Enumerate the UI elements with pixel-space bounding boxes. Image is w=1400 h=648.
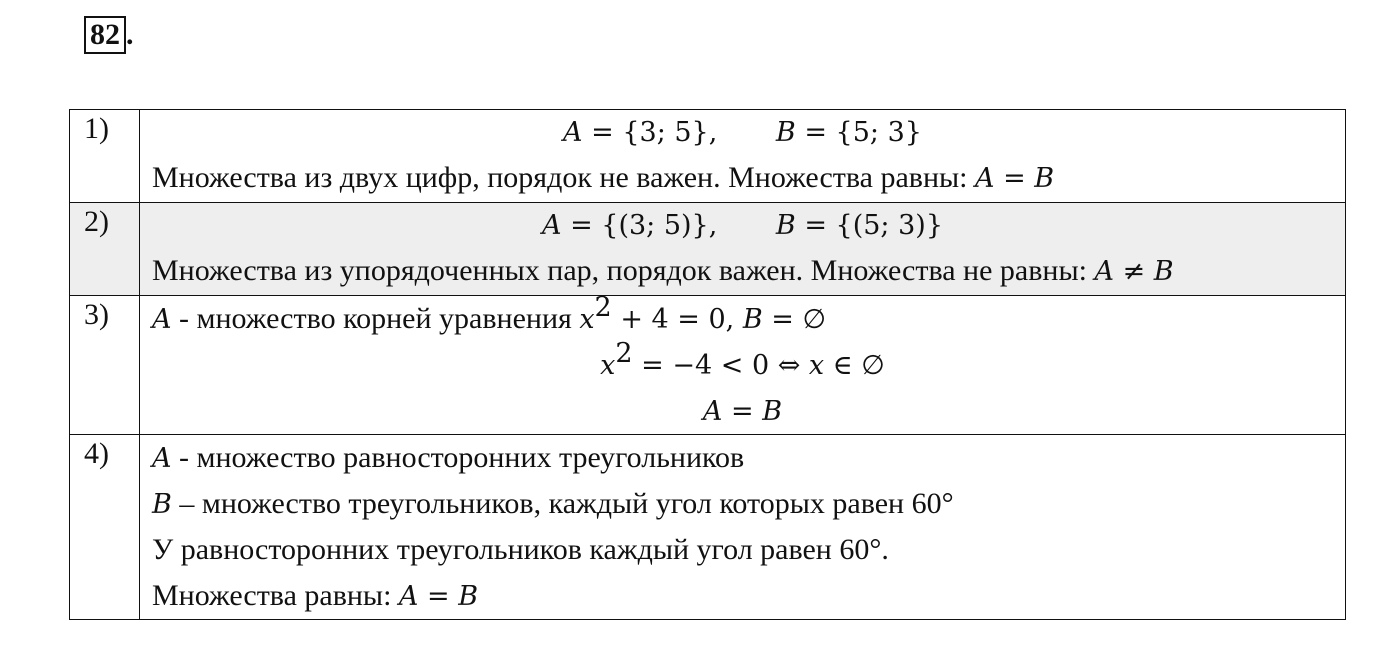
math-result: A ≠ B — [1094, 256, 1174, 287]
math-var: A — [152, 304, 172, 335]
text-line — [152, 573, 1333, 619]
math-expr: = {(5; 3)} — [795, 210, 943, 241]
math-result: A = B — [702, 396, 783, 427]
row-label: 2) — [70, 203, 140, 296]
row-text: Множества равны: — [152, 579, 399, 612]
text-line — [152, 292, 1333, 342]
problem-number-box: 82 — [84, 16, 126, 54]
row-content — [140, 203, 1346, 296]
math-expr: = −4 < 0 ⇔ — [632, 350, 809, 381]
text-line — [152, 247, 1333, 295]
table-row — [70, 296, 1346, 435]
math-var: B — [742, 304, 763, 335]
math-exponent: 2 — [594, 292, 612, 323]
math-var: B — [152, 489, 172, 520]
table-row — [70, 435, 1346, 620]
formula-line — [152, 388, 1333, 434]
row-label: 4) — [70, 435, 140, 620]
math-expr: ∈ ∅ — [824, 350, 885, 381]
problem-number — [84, 16, 134, 54]
formula-line — [152, 203, 1333, 247]
math-exponent: 2 — [615, 338, 633, 369]
row-content — [140, 110, 1346, 203]
math-expr: = {5; 3} — [795, 117, 922, 148]
row-text: Множества из упорядоченных пар, порядок важен. Множества не равны: — [152, 254, 1095, 287]
text-line — [152, 527, 1333, 573]
math-var: B — [775, 117, 796, 148]
math-result: A = B — [975, 163, 1055, 194]
math-expr: = {(3; 5)}, — [561, 210, 726, 241]
math-expr: + 4 = 0, — [611, 304, 743, 335]
table-row — [70, 203, 1346, 296]
math-var: x — [600, 350, 616, 381]
row-label: 3) — [70, 296, 140, 435]
answers-table — [69, 109, 1346, 620]
row-text: – множество треугольников, каждый угол которых равен 60° — [171, 487, 954, 520]
math-var: A — [152, 443, 172, 474]
math-var: B — [775, 210, 796, 241]
row-text: - множество равносторонних треугольников — [171, 441, 745, 474]
row-content — [140, 435, 1346, 620]
row-text: У равносторонних треугольников каждый угол равен 60°. — [152, 533, 889, 566]
table-row — [70, 110, 1346, 203]
text-line — [152, 154, 1333, 202]
row-content — [140, 292, 1346, 435]
math-result: A = B — [398, 581, 479, 612]
row-label: 1) — [70, 110, 140, 203]
math-var: A — [541, 210, 562, 241]
problem-number-dot: . — [126, 18, 134, 51]
math-var: A — [563, 117, 583, 148]
text-line — [152, 481, 1333, 527]
row-text: - множество корней уравнения — [171, 302, 580, 335]
formula-line — [152, 110, 1333, 154]
math-var: x — [808, 350, 825, 381]
row-text: Множества из двух цифр, порядок не важен. Множества равны: — [152, 161, 976, 194]
math-expr: = {3; 5}, — [582, 117, 726, 148]
math-var: x — [579, 304, 595, 335]
formula-line — [152, 338, 1333, 388]
math-expr: = ∅ — [762, 304, 826, 335]
text-line — [152, 435, 1333, 481]
